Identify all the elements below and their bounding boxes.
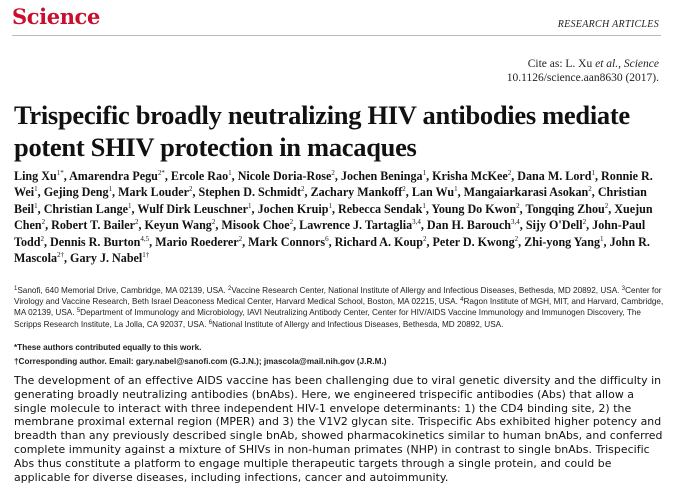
author-name: Zhi-yong Yang	[524, 234, 601, 249]
author	[299, 218, 421, 232]
author-name: Amarendra Pegu	[69, 169, 158, 183]
affiliation-number: 5	[76, 308, 81, 315]
author-affiliation-mark: 1	[422, 201, 426, 210]
author	[432, 169, 511, 183]
author-affiliation-mark: 2	[40, 234, 44, 243]
author-name: Krisha McKee	[432, 169, 508, 183]
author-affiliation-mark: 1	[454, 185, 458, 194]
author	[464, 185, 592, 199]
author-affiliation-mark: 2	[41, 218, 46, 227]
author-name: Sijy O'Dell	[525, 218, 583, 233]
author-name: Lan Wu	[411, 185, 455, 200]
affiliation-number: 4	[460, 297, 464, 304]
affiliation	[228, 286, 619, 295]
author-affiliation-mark: 2	[238, 234, 243, 243]
author-name: Lawrence J. Tartaglia	[299, 218, 413, 233]
author-affiliation-mark: 1	[591, 169, 595, 177]
author-name: Nicole Doria-Rose	[237, 169, 332, 183]
author-affiliation-mark: 2	[134, 218, 139, 227]
author-name: Mario Roederer	[155, 234, 239, 249]
author	[258, 202, 332, 216]
author	[51, 218, 138, 232]
author	[155, 235, 242, 249]
author-affiliation-mark: 2	[507, 169, 512, 177]
author-name: Robert T. Bailer	[51, 218, 135, 233]
author-name: Dana M. Lord	[517, 169, 592, 183]
citation	[507, 57, 659, 85]
author	[118, 185, 192, 199]
journal-logo: Science	[12, 4, 100, 29]
author-name: Jochen Kruip	[257, 201, 329, 216]
author-affiliation-mark: 2	[582, 218, 587, 227]
author-affiliation-mark: 1	[128, 201, 132, 210]
author-affiliation-mark: 2	[402, 185, 406, 194]
author-name: Misook Choe	[221, 218, 290, 233]
author	[526, 218, 586, 232]
author	[427, 218, 520, 232]
author-name: Wulf Dirk Leuschner	[137, 201, 249, 216]
affiliations	[14, 285, 664, 330]
author-name: Jochen Beninga	[340, 169, 423, 183]
author	[311, 185, 406, 199]
article-title: Trispecific broadly neutralizing HIV antibodies mediate potent SHIV protection in macaques	[14, 100, 630, 162]
author	[524, 235, 603, 249]
author-affiliation-mark: 2	[331, 169, 335, 177]
author-affiliation-mark: 2	[301, 185, 305, 194]
author-name: Peter D. Kwong	[432, 234, 515, 249]
author-name: Dennis R. Burton	[50, 234, 141, 249]
author-name: Mark Connors	[248, 234, 326, 249]
citation-prefix: Cite as: L. Xu	[527, 58, 596, 70]
author-list: Ling $Xu^{1*}$, Amarendra Pegu$^{2*}$, Ercole Rao$^1$, Nicole Doria-Rose$^2$, Jochen Beninga$^1$, Krisha McKee$^2$, Dana M. Lord$^1$, Ronnie R. Wei$^1$, Gejing Deng$^1$, Mark Louder$^2$, Stephen D. Schmidt$^2$, Zachary Mankoff$^2$, Lan Wu$^1$, Mangaiarkarasi Asokan$^2$, Christian Beil$^1$, Christian Lange$^1$, Wulf Dirk Leuschner$^1$, Jochen Kruip$^1$, Rebecca Sendak$^1$, Young Do Kwon$^2$, Tongqing Zhou$^2$, Xuejun Chen$^2$, Robert T. Bailer$^2$, Keyun Wang$^2$, Misook Choe$^2$, Lawrence J. Tartaglia$^{3,4}$, Dan H. Barouch$^{3,4}$, Sijy O'Dell$^2$, John-Paul Todd$^2$, Dennis R. Burton$^{4,5}$, Mario Roederer$^2$, Mark Connors$^6$, Richard A. Koup$^2$, Peter D. Kwong$^2$, Zhi-yong Yang$^1$, John R. Mascola$^{2\dagger}$, Gary J. Nabel$^{1\dagger}$	[14, 169, 653, 266]
author	[171, 169, 232, 183]
author	[44, 202, 132, 216]
author-affiliation-mark: 2	[289, 218, 294, 227]
author	[433, 235, 519, 249]
author-affiliation-mark: 1	[328, 201, 332, 210]
author-affiliation-mark: 1†	[142, 251, 150, 260]
affiliation-number: 2	[228, 286, 232, 292]
author-name: Ling Xu	[14, 169, 57, 183]
author-name: Christian Lange	[43, 201, 129, 216]
author-notes	[14, 341, 664, 369]
author-name: Young Do Kwon	[431, 201, 517, 216]
affiliation-text: Sanofi, 640 Memorial Drive, Cambridge, MA 02139, USA.	[17, 286, 226, 295]
author	[431, 202, 519, 216]
author-name: Ronnie R. Wei	[14, 169, 653, 200]
affiliation-number: 3	[621, 286, 626, 292]
author	[44, 185, 112, 199]
author-affiliation-mark: 4,5	[140, 234, 150, 243]
author-name: Xuejun Chen	[14, 201, 653, 233]
author-affiliation-mark: 2*	[157, 169, 165, 177]
author	[14, 169, 64, 183]
author	[248, 235, 328, 249]
author-name: Richard A. Koup	[334, 234, 423, 249]
author-affiliation-mark: 2†	[57, 251, 64, 260]
author-affiliation-mark: 3,4	[412, 218, 421, 227]
author-affiliation-mark: 2	[211, 218, 216, 227]
author-affiliation-mark: 1	[228, 169, 232, 177]
citation-line	[507, 57, 659, 71]
author-affiliation-mark: 1	[248, 201, 252, 210]
author-name: Mangaiarkarasi Asokan	[463, 185, 589, 200]
author	[338, 202, 426, 216]
author-name: Christian Beil	[14, 185, 647, 216]
author-name: Zachary Mankoff	[310, 185, 403, 200]
affiliation-number: 1	[14, 286, 18, 292]
author	[50, 235, 149, 249]
author	[199, 185, 305, 199]
author	[517, 169, 595, 183]
author-affiliation-mark: 1*	[56, 169, 64, 177]
author-name: Rebecca Sendak	[338, 201, 423, 216]
author-name: John R. Mascola	[14, 234, 650, 266]
author-affiliation-mark: 1	[108, 185, 113, 194]
section-label: RESEARCH ARTICLES	[557, 19, 659, 30]
author-name: Stephen D. Schmidt	[198, 185, 302, 200]
citation-journal: Science	[623, 58, 659, 70]
author	[238, 169, 335, 183]
header-divider	[12, 35, 661, 36]
author-affiliation-mark: 1	[34, 201, 38, 210]
author-name: Tongqing Zhou	[525, 201, 605, 216]
author-name: Mark Louder	[118, 185, 189, 200]
citation-doi: 10.1126/science.aan8630 (2017).	[506, 72, 659, 84]
author-affiliation-mark: 3,4	[511, 218, 520, 227]
author	[137, 202, 251, 216]
author-affiliation-mark: 2	[516, 201, 520, 210]
author	[70, 251, 149, 265]
author	[526, 202, 609, 216]
author-name: Gejing Deng	[43, 185, 109, 200]
corresponding-author-note: †Corresponding author. Email: gary.nabel@sanofi.com (G.J.N.); jmascola@mail.nih.gov (J.R.M.)	[14, 357, 387, 366]
affiliation-text: Vaccine Research Center, National Institute of Allergy and Infectious Diseases, Bethesda, MD 20892, USA.	[231, 286, 620, 295]
author-affiliation-mark: 2	[588, 185, 592, 194]
abstract: The development of an effective AIDS vaccine has been challenging due to viral genetic diversity and the difficulty in generating broadly neutralizing antibodies (bnAbs). Here, we engineered trispecific antibodies (Abs) that allow a single molecule to interact with three independent HIV-1 envelope determinants: 1) the CD4 binding site, 2) the membrane proximal external region (MPER) and 3) the V1V2 glycan site. Trispecific Abs exhibited higher potency and breadth than any previously described single bnAb, showed pharmacokinetics similar to human bnAbs, and conferred complete immunity against a mixture of SHIVs in non-human primates (NHP) in contrast to single bnAbs. Trispecific Abs thus constitute a platform to engage multiple therapeutic targets through a single protein, and could be applicable for diverse diseases, including infections, cancer and autoimmunity.	[14, 374, 663, 484]
author-name: Keyun Wang	[144, 218, 212, 233]
author	[412, 185, 458, 199]
author-name: John-Paul Todd	[14, 218, 646, 249]
author	[335, 235, 427, 249]
author-name: Ercole Rao	[170, 169, 229, 183]
author-affiliation-mark: 1	[600, 234, 604, 243]
author-affiliation-mark: 2	[514, 234, 519, 243]
affiliation-text: National Institute of Allergy and Infectious Diseases, Bethesda, MD 20892, USA.	[212, 319, 504, 329]
affiliation-text: Department of Immunology and Microbiology, IAVI Neutralizing Antibody Center, Center for HIV/AIDS Vaccine Immunology and Immunogen Discovery, The Scripps Research Institute, La Jolla, CA 92037, USA.	[14, 308, 641, 329]
author-name: Dan H. Barouch	[426, 218, 512, 233]
affiliation	[209, 320, 504, 329]
author-affiliation-mark: 1	[34, 185, 38, 194]
author	[145, 218, 216, 232]
affiliation	[14, 286, 226, 295]
affiliation-number: 6	[208, 319, 213, 326]
author	[69, 169, 165, 183]
author-affiliation-mark: 1	[422, 169, 427, 177]
citation-et-al: et al.	[595, 58, 619, 70]
author	[341, 169, 426, 183]
author-affiliation-mark: 2	[423, 234, 427, 243]
affiliation-text: Ragon Institute of MGH, MIT, and Harvard, Cambridge, MA 02139, USA.	[14, 297, 664, 318]
citation-sep: ,	[618, 58, 624, 70]
author-affiliation-mark: 2	[604, 201, 609, 210]
equal-contribution-note: *These authors contributed equally to this work.	[14, 343, 202, 352]
author-affiliation-mark: 6	[325, 234, 329, 243]
author-affiliation-mark: 2	[188, 185, 193, 194]
affiliation-text: Center for Virology and Vaccine Research, Beth Israel Deaconess Medical Center, Harvard Medical School, Boston, MA 02215, USA.	[14, 286, 662, 307]
author-name: Gary J. Nabel	[70, 251, 143, 266]
author	[221, 218, 293, 232]
